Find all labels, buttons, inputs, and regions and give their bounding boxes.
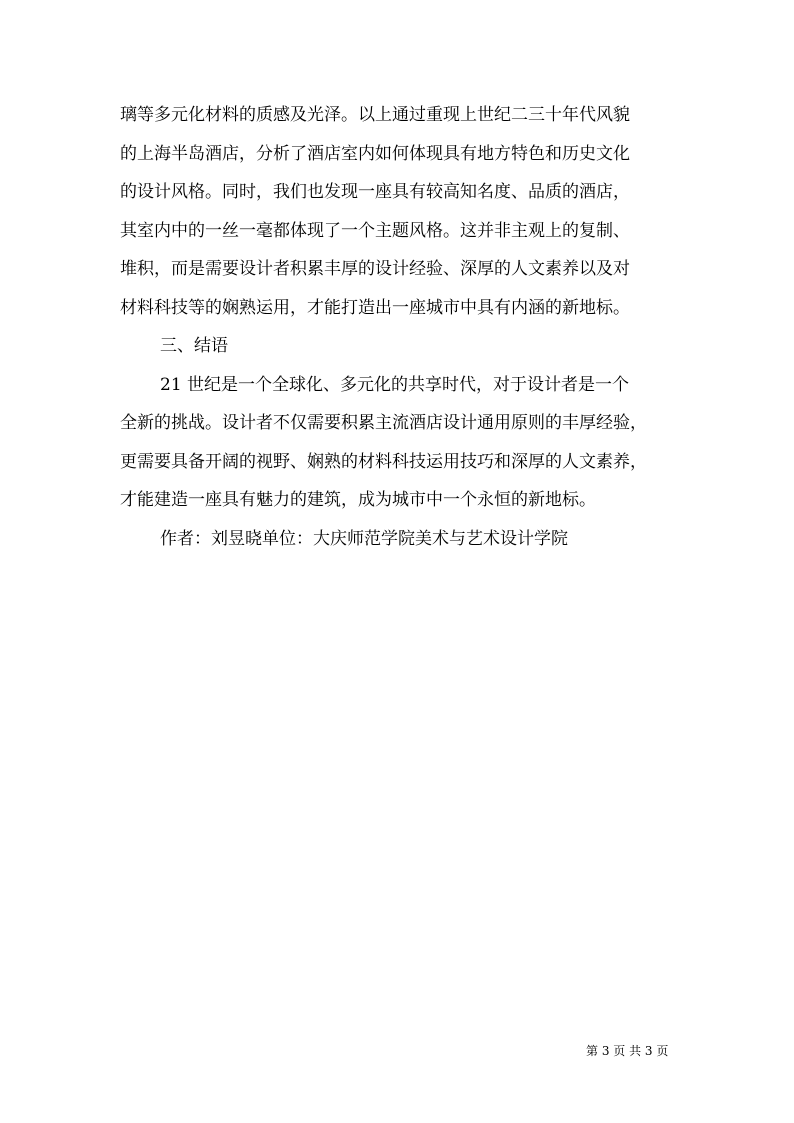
section-heading: 三、结语 xyxy=(160,336,228,356)
body-text-line: 才能建造一座具有魅力的建筑，成为城市中一个永恒的新地标。 xyxy=(120,490,596,510)
body-text-line: 21 世纪是一个全球化、多元化的共享时代，对于设计者是一个 xyxy=(160,374,630,395)
author-line: 作者：刘昱晓单位：大庆师范学院美术与艺术设计学院 xyxy=(160,528,568,549)
body-text-line: 更需要具备开阔的视野、娴熟的材料科技运用技巧和深厚的人文素养， xyxy=(120,451,647,472)
body-text-line: 堆积，而是需要设计者积累丰厚的设计经验、深厚的人文素养以及对 xyxy=(120,259,630,279)
body-text-line: 的设计风格。同时，我们也发现一座具有较高知名度、品质的酒店， xyxy=(120,182,630,202)
body-text-line: 全新的挑战。设计者不仅需要积累主流酒店设计通用原则的丰厚经验， xyxy=(120,413,647,433)
document-body xyxy=(120,96,680,558)
page-number-footer: 第 3 页 共 3 页 xyxy=(586,1044,669,1058)
body-text-line: 其室内中的一丝一毫都体现了一个主题风格。这并非主观上的复制、 xyxy=(120,220,630,241)
body-text-line: 材料科技等的娴熟运用，才能打造出一座城市中具有内涵的新地标。 xyxy=(120,297,630,318)
body-text-line: 的上海半岛酒店，分析了酒店室内如何体现具有地方特色和历史文化 xyxy=(120,143,630,164)
body-text-line: 璃等多元化材料的质感及光泽。以上通过重现上世纪二三十年代风貌 xyxy=(120,105,630,125)
